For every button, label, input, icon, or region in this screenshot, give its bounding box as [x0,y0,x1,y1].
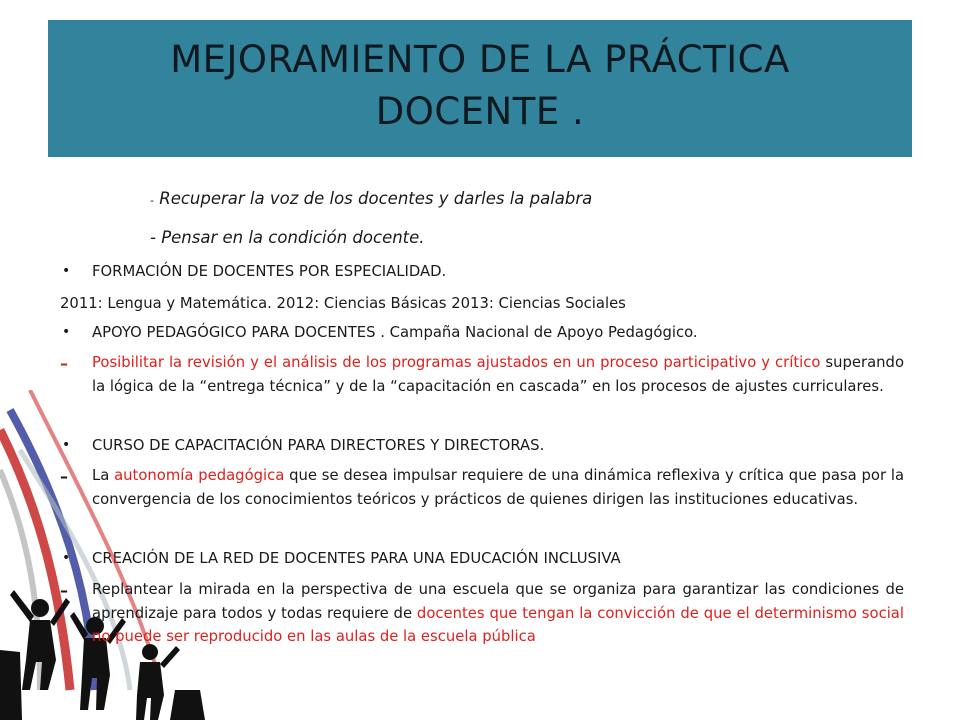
subtitle-dash: - [150,194,154,207]
bullet-1: • [62,263,71,279]
bullet-2: • [62,324,71,340]
paragraph-apoyo-rest: superando la lógica de la “entrega técnica” y de la “capacitación en cascada” en los procesos de ajustes curriculares. [92,354,904,395]
subtitle-1 [150,189,592,208]
paragraph-apoyo-highlight: Posibilitar la revisión y el análisis de los programas ajustados en un proceso participativo y crítico [92,354,821,371]
paragraph-curso-rest: que se desea impulsar requiere de una dinámica reflexiva y crítica que pasa por la convergencia de los conocimientos teóricos y prácticos de quienes dirigen las instituciones educativas. [92,467,905,508]
paragraph-curso-start: La [92,467,115,484]
title-line-2: DOCENTE . [375,90,585,133]
title-line-1: MEJORAMIENTO DE LA PRÁCTICA [170,38,790,81]
dash-2: – [60,467,68,486]
slide-title [48,34,912,138]
subtitle-2: - Pensar en la condición docente. [150,228,425,247]
title-banner [48,20,912,157]
paragraph-red [92,578,904,649]
paragraph-curso [92,464,904,511]
dash-3: – [60,581,68,600]
item-red: CREACIÓN DE LA RED DE DOCENTES PARA UNA EDUCACIÓN INCLUSIVA [92,550,621,567]
decorative-silhouettes [0,390,210,720]
bullet-3: • [62,437,71,453]
subtitle-1-text: Recuperar la voz de los docentes y darles la palabra [159,189,593,208]
paragraph-red-highlight: docentes que tengan la convicción de que el determinismo social no puede ser reproducido en las aulas de la escuela pública [92,604,904,645]
paragraph-red-start: Replantear la mirada en la perspectiva de una escuela que se organiza para garantizar las condiciones de aprendizaje para todos y todas requiere de [92,581,904,622]
item-curso: CURSO DE CAPACITACIÓN PARA DIRECTORES Y DIRECTORAS. [92,437,545,454]
item-formacion: FORMACIÓN DE DOCENTES POR ESPECIALIDAD. [92,263,447,280]
paragraph-apoyo [92,351,904,398]
bullet-4: • [62,550,71,566]
dash-1: – [60,354,68,373]
paragraph-curso-highlight: autonomía pedagógica [114,467,285,484]
years-line: 2011: Lengua y Matemática. 2012: Ciencias Básicas 2013: Ciencias Sociales [60,295,626,312]
item-apoyo: APOYO PEDAGÓGICO PARA DOCENTES . Campaña Nacional de Apoyo Pedagógico. [92,324,698,341]
